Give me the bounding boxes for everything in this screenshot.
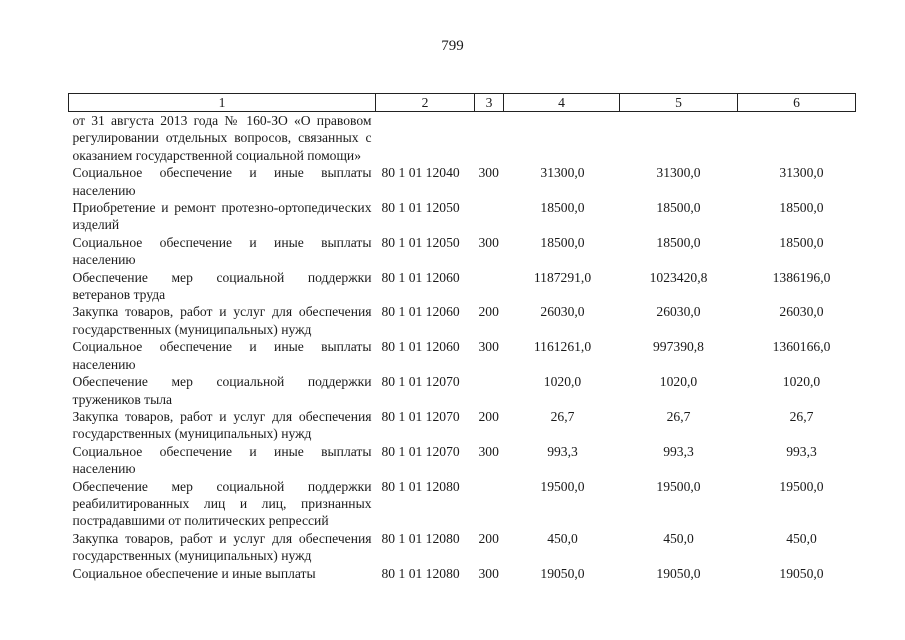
row-value-col5: 31300,0 [656, 165, 701, 181]
header-row [69, 94, 856, 112]
row-code [376, 112, 475, 165]
row-value-col6: 450,0 [786, 530, 817, 546]
header-col-5: 5 [620, 94, 738, 112]
row-name: Обеспечение мер социальной поддержки реабилитированных лиц и лиц, признанных пострадавшими от политических репрессий [72, 478, 372, 529]
row-name: Обеспечение мер социальной поддержки тружеников тыла [72, 374, 372, 407]
table-row [69, 234, 856, 269]
row-value-col4: 26030,0 [540, 304, 585, 320]
table-row [69, 478, 856, 530]
header-col-3: 3 [475, 94, 504, 112]
table-row [69, 565, 856, 582]
row-name: Закупка товаров, работ и услуг для обеспечения государственных (муниципальных) нужд [72, 530, 372, 564]
header-col-1: 1 [69, 94, 376, 112]
row-value-col5: 1023420,8 [649, 269, 708, 285]
row-name: Социальное обеспечение и иные выплаты населению [72, 443, 372, 477]
row-code: 80 1 01 12080 [381, 478, 460, 494]
row-value-col4: 450,0 [547, 530, 578, 546]
table-row [69, 112, 856, 165]
row-expense-type [475, 199, 504, 234]
table-body [69, 112, 856, 582]
table-row [69, 443, 856, 478]
table-row [69, 408, 856, 443]
row-code: 80 1 01 12050 [381, 234, 460, 250]
row-expense-type: 300 [478, 565, 499, 581]
row-value-col6: 18500,0 [779, 234, 824, 250]
row-value-col6: 1360166,0 [772, 339, 831, 355]
row-value-col5: 450,0 [663, 530, 694, 546]
page-number: 799 [441, 38, 464, 54]
row-value-col4: 19500,0 [540, 478, 585, 494]
row-value-col4 [504, 112, 620, 165]
row-value-col4: 31300,0 [540, 165, 585, 181]
row-code: 80 1 01 12060 [381, 304, 460, 320]
table-row [69, 373, 856, 408]
header-col-2: 2 [376, 94, 475, 112]
row-value-col5: 26,7 [666, 408, 691, 424]
row-value-col5: 18500,0 [656, 200, 701, 216]
row-code: 80 1 01 12080 [381, 530, 460, 546]
row-name: Приобретение и ремонт протезно-ортопедических изделий [72, 200, 372, 233]
row-expense-type [475, 269, 504, 304]
row-expense-type [475, 478, 504, 530]
row-value-col6: 1020,0 [782, 374, 821, 390]
row-code: 80 1 01 12050 [381, 200, 460, 216]
row-name: Социальное обеспечение и иные выплаты населению [72, 165, 372, 198]
row-expense-type: 200 [478, 530, 499, 546]
row-value-col6 [738, 112, 856, 165]
table-row [69, 338, 856, 373]
row-value-col6: 19050,0 [779, 565, 824, 581]
table-row [69, 303, 856, 338]
row-value-col5: 26030,0 [656, 304, 701, 320]
row-value-col5: 18500,0 [656, 234, 701, 250]
row-value-col6: 26030,0 [779, 304, 824, 320]
row-value-col5: 19050,0 [656, 565, 701, 581]
table-row [69, 164, 856, 199]
header-col-6: 6 [738, 94, 856, 112]
row-code: 80 1 01 12080 [381, 565, 460, 581]
row-name: от 31 августа 2013 года № 160-ЗО «О правовом регулировании отдельных вопросов, связанных с оказанием государственной социальной помощи» [72, 113, 372, 163]
row-expense-type: 200 [478, 304, 499, 320]
row-expense-type [475, 112, 504, 165]
row-value-col4: 19050,0 [540, 565, 585, 581]
row-expense-type: 300 [478, 234, 499, 250]
row-value-col4: 26,7 [550, 408, 575, 424]
row-value-col6: 26,7 [789, 408, 814, 424]
budget-table [68, 93, 856, 582]
row-code: 80 1 01 12040 [381, 165, 460, 181]
row-value-col5: 19500,0 [656, 478, 701, 494]
row-value-col6: 18500,0 [779, 200, 824, 216]
row-expense-type [475, 373, 504, 408]
row-name: Социальное обеспечение и иные выплаты населению [72, 234, 372, 268]
row-value-col5: 997390,8 [653, 339, 704, 355]
row-value-col4: 1161261,0 [533, 339, 592, 355]
row-code: 80 1 01 12070 [381, 408, 460, 424]
row-name: Закупка товаров, работ и услуг для обеспечения государственных (муниципальных) нужд [72, 304, 372, 337]
row-name: Обеспечение мер социальной поддержки ветеранов труда [72, 269, 372, 303]
row-code: 80 1 01 12060 [381, 269, 460, 285]
row-expense-type: 300 [478, 443, 499, 459]
row-expense-type: 200 [478, 408, 499, 424]
row-value-col4: 1020,0 [543, 374, 582, 390]
row-code: 80 1 01 12070 [381, 374, 460, 390]
row-value-col6: 31300,0 [779, 165, 824, 181]
row-value-col5: 993,3 [663, 443, 694, 459]
table-row [69, 199, 856, 234]
row-name: Социальное обеспечение и иные выплаты населению [72, 339, 372, 372]
row-expense-type: 300 [478, 165, 499, 181]
row-code: 80 1 01 12060 [381, 339, 460, 355]
row-value-col5: 1020,0 [659, 374, 698, 390]
row-code: 80 1 01 12070 [381, 443, 460, 459]
row-name: Закупка товаров, работ и услуг для обеспечения государственных (муниципальных) нужд [72, 408, 372, 442]
row-value-col4: 18500,0 [540, 200, 585, 216]
row-value-col4: 18500,0 [540, 234, 585, 250]
row-value-col6: 993,3 [786, 443, 817, 459]
row-name: Социальное обеспечение и иные выплаты [72, 565, 316, 581]
row-value-col6: 1386196,0 [772, 269, 831, 285]
row-value-col4: 1187291,0 [533, 269, 592, 285]
row-value-col6: 19500,0 [779, 478, 824, 494]
table-row [69, 530, 856, 565]
row-value-col4: 993,3 [547, 443, 578, 459]
row-value-col5 [620, 112, 738, 165]
header-col-4: 4 [504, 94, 620, 112]
row-expense-type: 300 [478, 339, 499, 355]
table-header [69, 94, 856, 112]
table-row [69, 269, 856, 304]
